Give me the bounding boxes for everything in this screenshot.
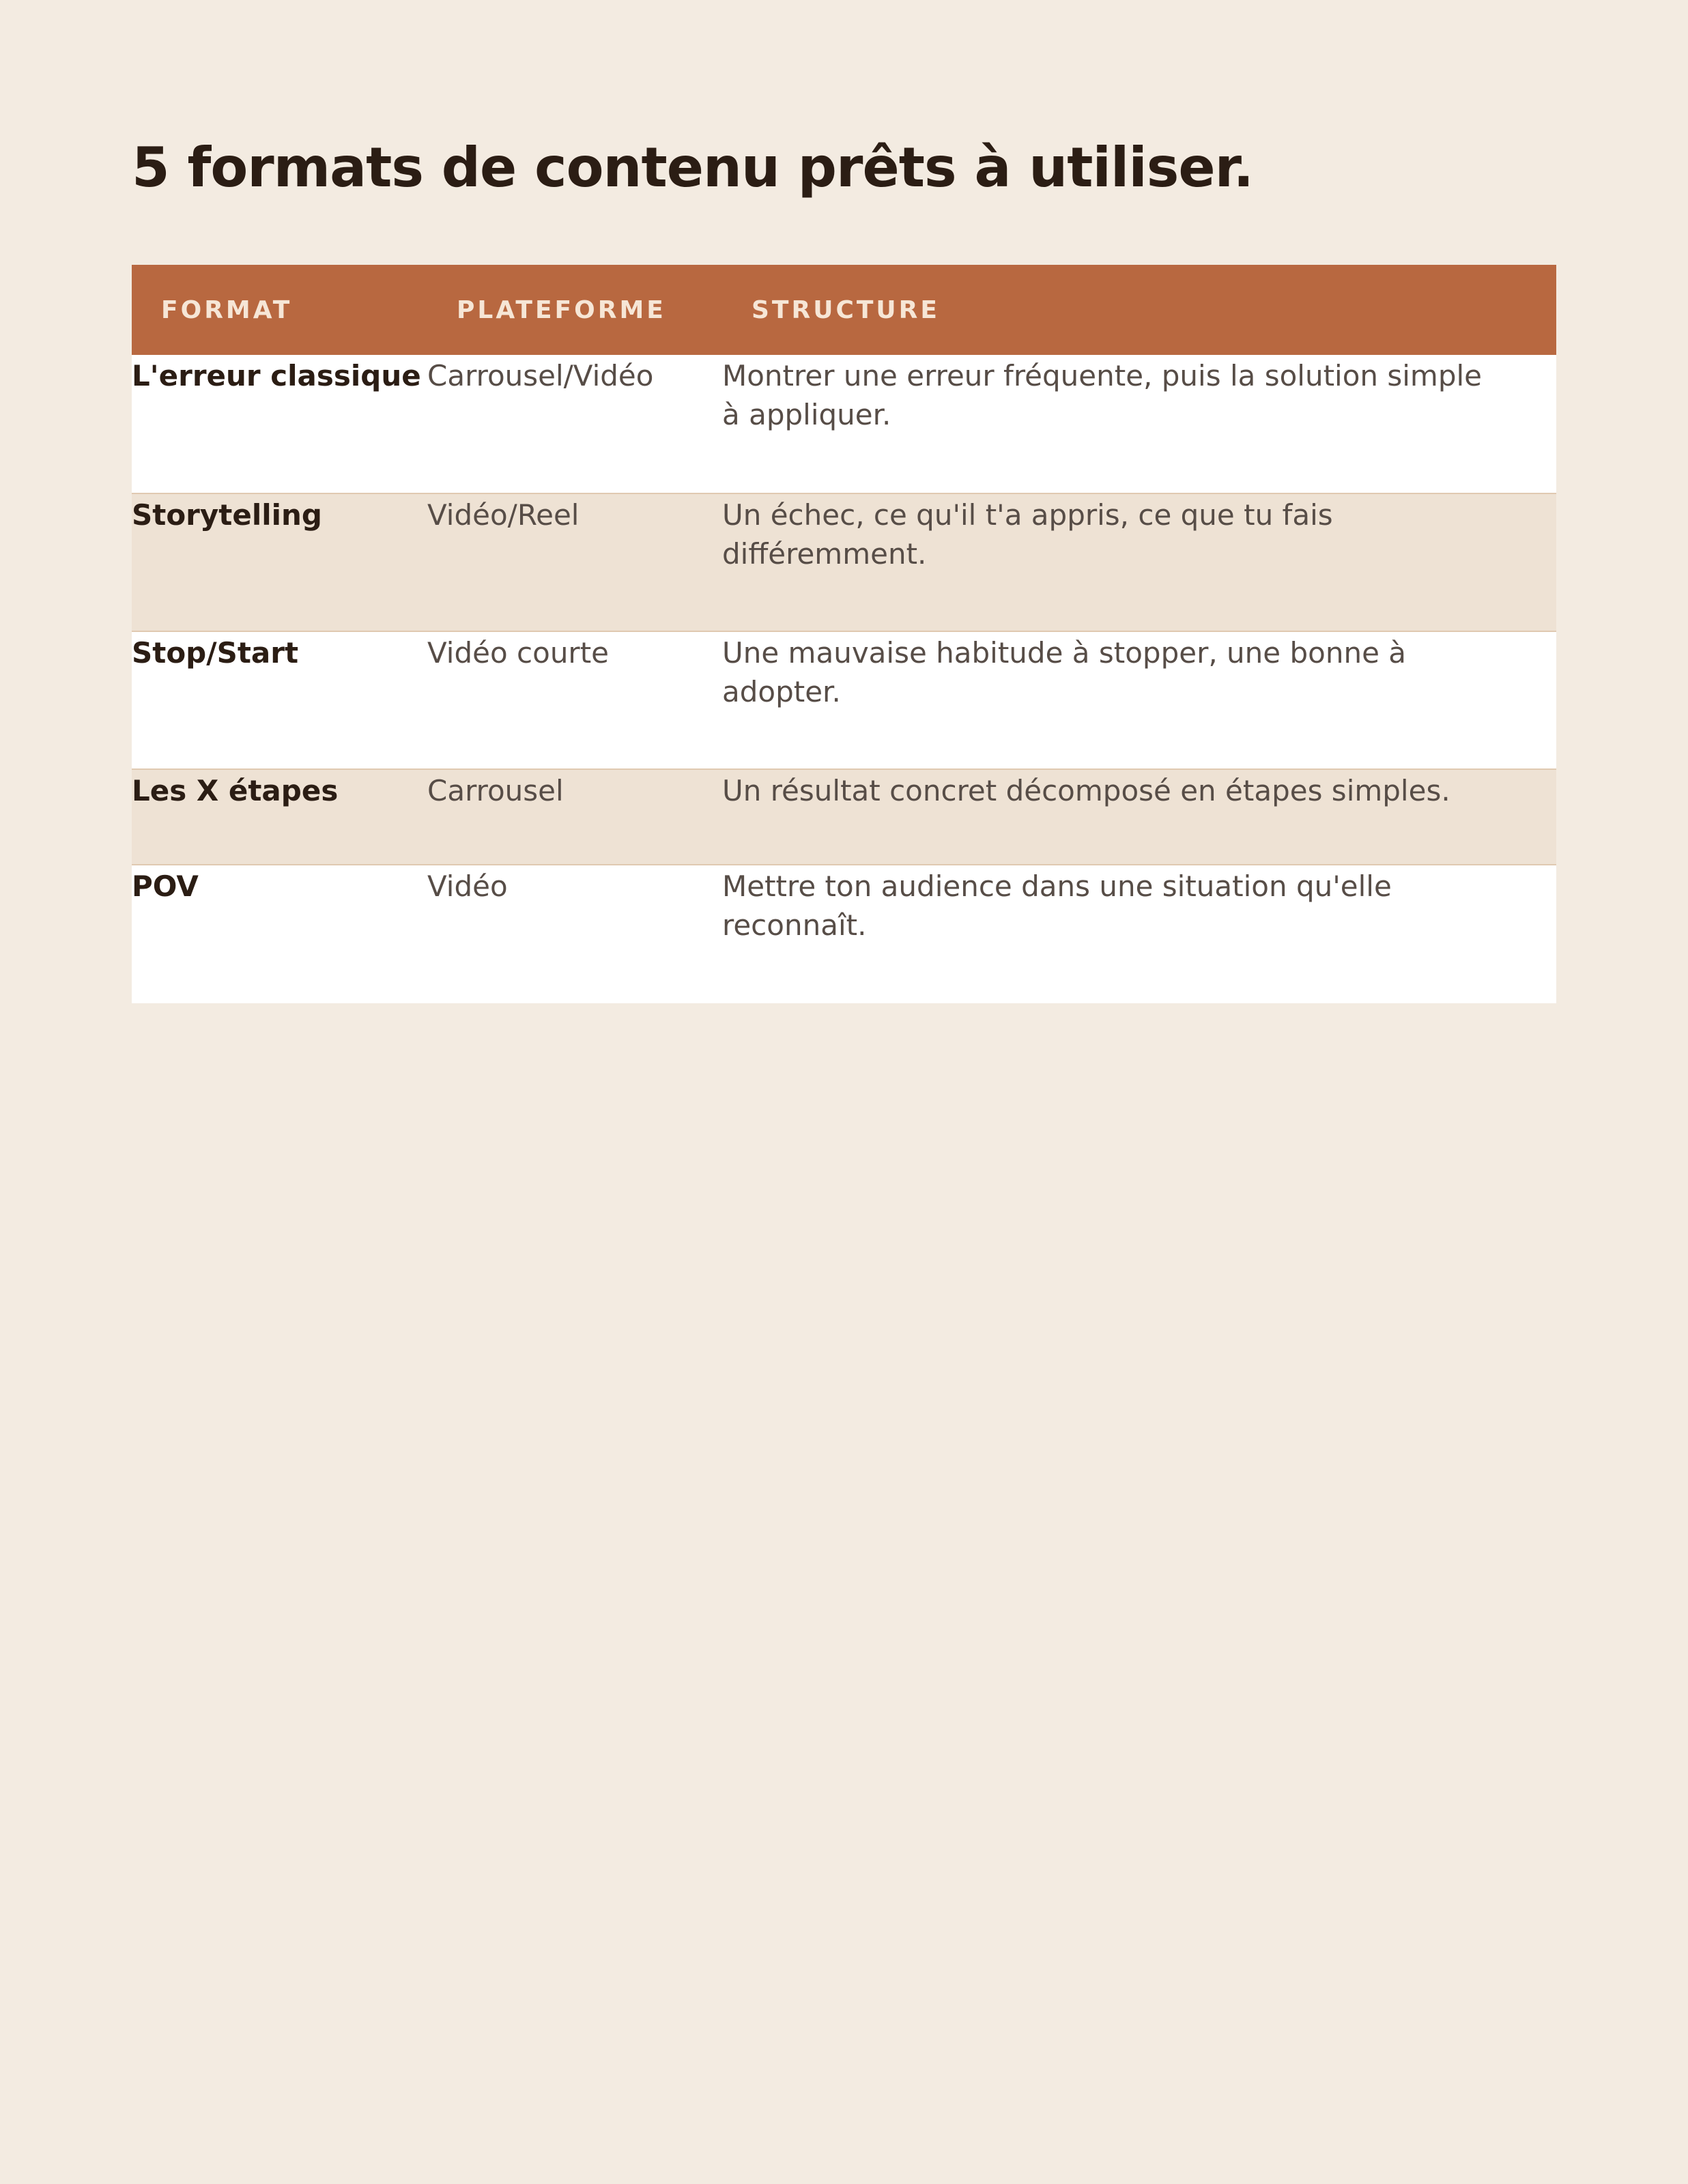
platform-cell: Vidéo/Reel xyxy=(427,498,580,532)
structure-cell: Une mauvaise habitude à stopper, une bonne à adopter. xyxy=(722,636,1406,708)
column-header-platform: PLATEFORME xyxy=(457,296,666,324)
table-row xyxy=(132,631,1556,768)
table-row xyxy=(132,768,1556,864)
platform-cell: Vidéo xyxy=(427,870,508,903)
format-cell: POV xyxy=(132,870,199,903)
format-cell: Storytelling xyxy=(132,498,322,532)
table-header-row xyxy=(132,265,1556,355)
format-cell: Stop/Start xyxy=(132,636,299,670)
structure-cell: Montrer une erreur fréquente, puis la solution simple à appliquer. xyxy=(722,359,1482,431)
structure-cell: Un résultat concret décomposé en étapes simples. xyxy=(722,774,1450,807)
content-formats-table xyxy=(132,265,1556,1003)
platform-cell: Vidéo courte xyxy=(427,636,610,670)
structure-cell: Mettre ton audience dans une situation qu'elle reconnaît. xyxy=(722,870,1392,942)
format-cell: L'erreur classique xyxy=(132,359,421,392)
table-row xyxy=(132,864,1556,1003)
platform-cell: Carrousel xyxy=(427,774,564,807)
column-header-structure: STRUCTURE xyxy=(752,296,940,324)
platform-cell: Carrousel/Vidéo xyxy=(427,359,654,392)
table-row xyxy=(132,493,1556,631)
table-row xyxy=(132,355,1556,493)
column-header-format: FORMAT xyxy=(161,296,293,324)
format-cell: Les X étapes xyxy=(132,774,339,807)
structure-cell: Un échec, ce qu'il t'a appris, ce que tu fais différemment. xyxy=(722,498,1333,571)
page-title: 5 formats de contenu prêts à utiliser. xyxy=(132,136,1254,199)
